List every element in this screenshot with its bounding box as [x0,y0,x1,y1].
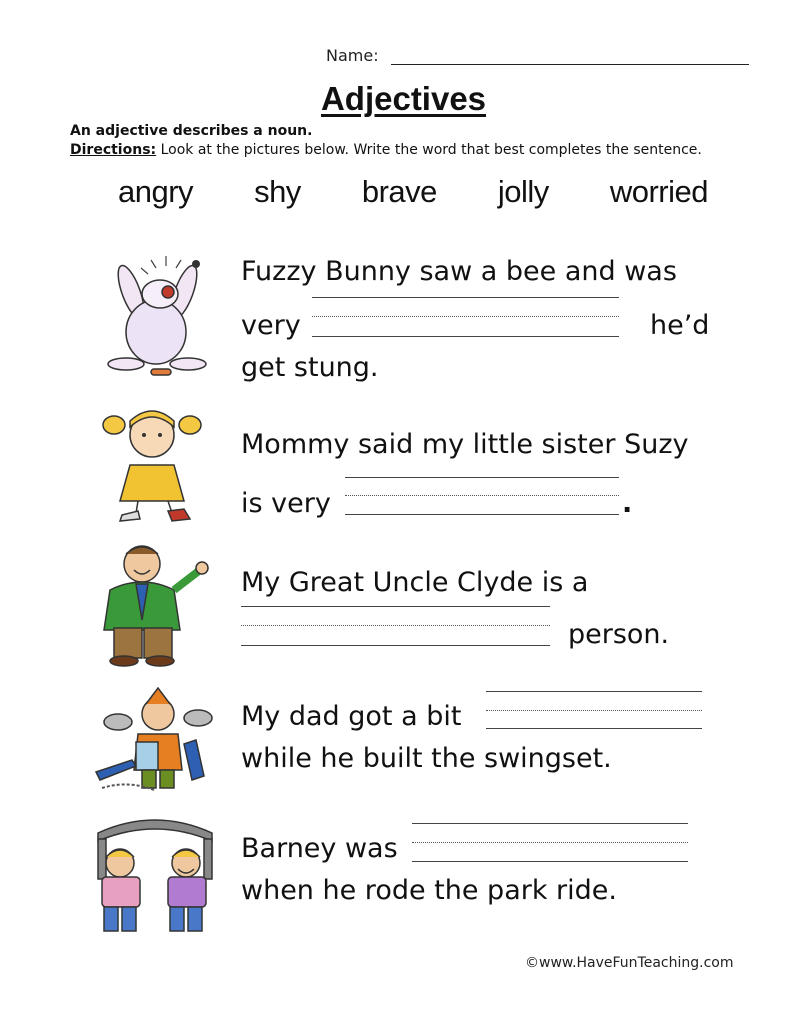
question-1-line-1: Fuzzy Bunny saw a bee and was [241,256,677,287]
jolly-man-illustration [90,540,210,668]
word-bank-item: worried [609,174,708,209]
name-label: Name: [326,46,379,65]
question-4-line-1: My dad got a bit [241,701,462,732]
word-bank-item: jolly [497,174,549,209]
answer-guide-line [412,823,688,824]
question-5-line-2: when he rode the park ride. [241,875,617,906]
question-4-answer-line[interactable] [486,728,702,729]
question-5-answer-line[interactable] [412,861,688,862]
answer-guide-line [486,691,702,692]
question-3-answer-line[interactable] [241,645,550,646]
question-2-line-1: Mommy said my little sister Suzy [241,429,689,460]
answer-guide-line [345,495,619,496]
shy-girl-illustration [98,405,206,527]
brave-boy-on-ride-illustration [86,813,224,939]
question-3-line-1: My Great Uncle Clyde is a [241,567,589,598]
word-bank [118,174,708,210]
question-2-line-2-end: . [622,488,633,519]
question-4-line-2: while he built the swingset. [241,743,612,774]
word-bank-item: shy [254,174,301,209]
question-1-line-3: get stung. [241,352,379,383]
question-2-line-2-start: is very [241,488,331,519]
worried-bunny-illustration [96,252,221,382]
question-1-line-2-start: very [241,310,301,341]
intro-text: An adjective describes a noun. [70,123,313,139]
name-field[interactable] [391,64,749,65]
answer-guide-line [412,842,688,843]
directions-label: Directions: [70,142,157,158]
answer-guide-line [241,606,550,607]
directions [70,142,702,158]
word-bank-item: angry [118,174,194,209]
question-2-answer-line[interactable] [345,514,619,515]
answer-guide-line [241,625,550,626]
answer-guide-line [312,297,619,298]
question-1-answer-line[interactable] [312,336,619,337]
answer-guide-line [345,477,619,478]
directions-text: Look at the pictures below. Write the word that best completes the sentence. [156,142,702,158]
answer-guide-line [486,710,702,711]
angry-dad-illustration [88,684,228,796]
question-5-line-1: Barney was [241,833,398,864]
word-bank-item: brave [361,174,437,209]
answer-guide-line [312,316,619,317]
question-3-line-2-end: person. [568,619,670,650]
copyright-footer: ©www.HaveFunTeaching.com [525,955,734,971]
question-1-line-2-end: he’d [650,310,710,341]
page-title: Adjectives [320,80,487,117]
